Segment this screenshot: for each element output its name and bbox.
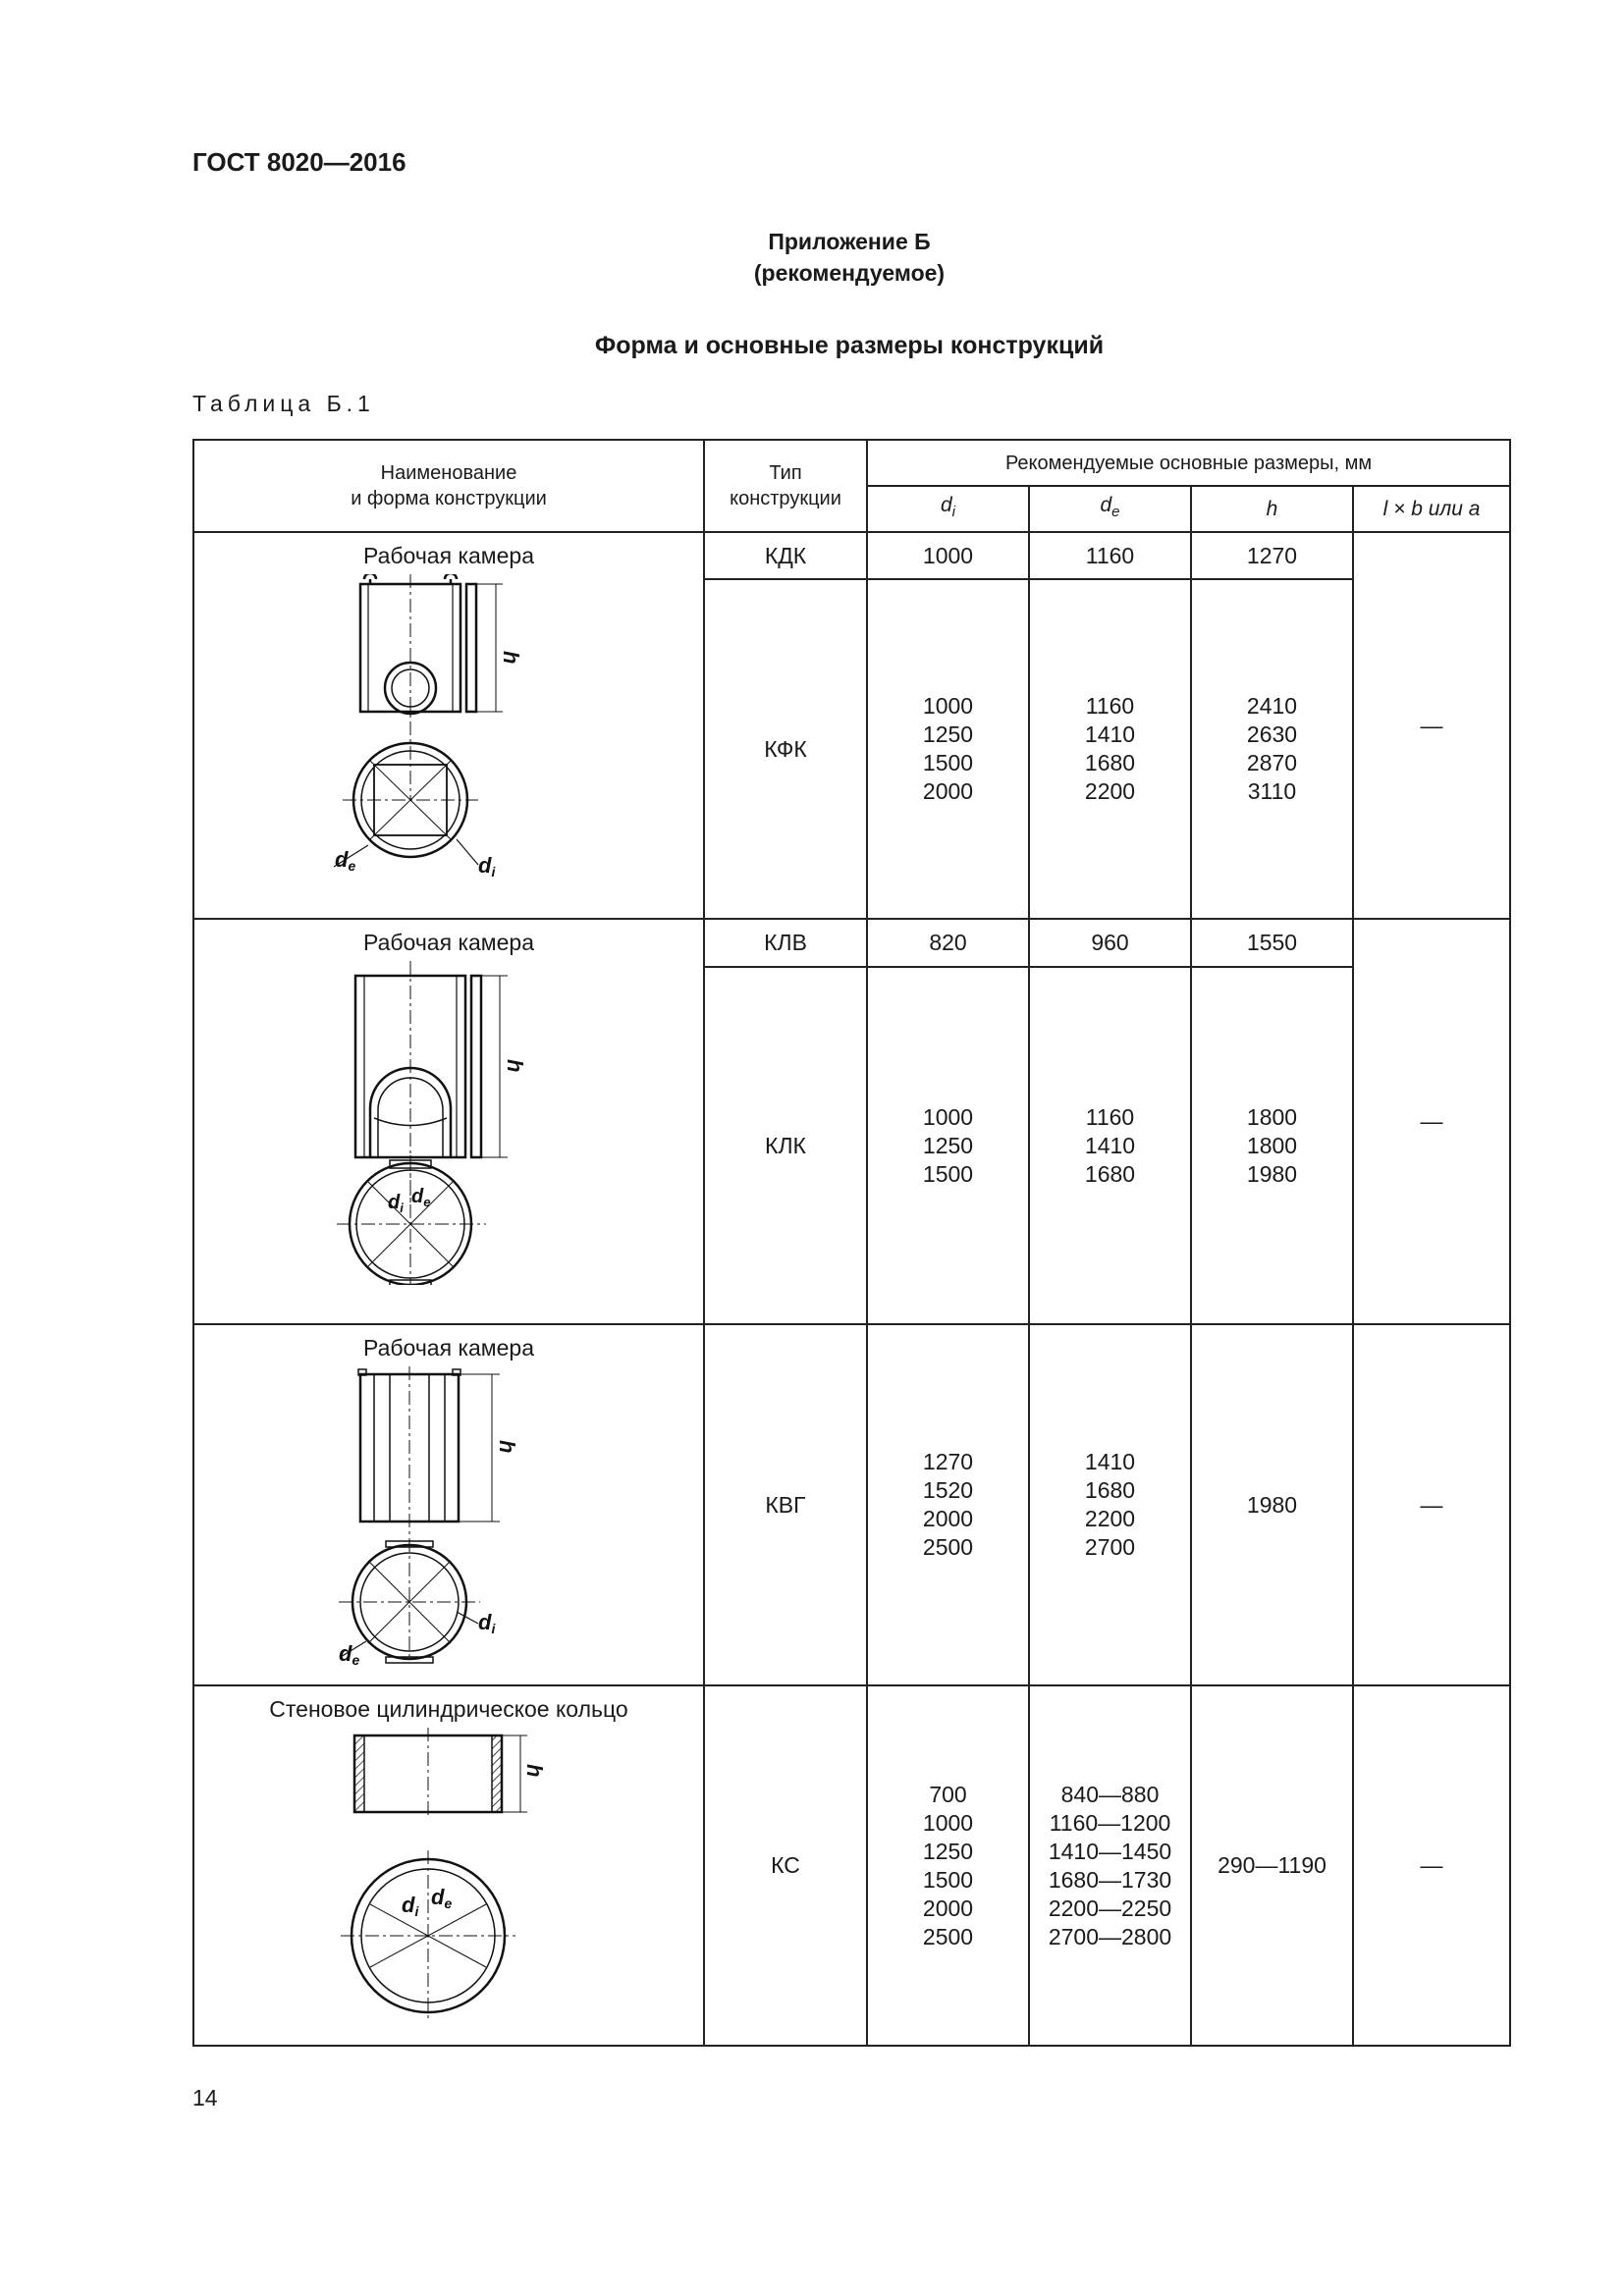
header-h: h [1191, 486, 1353, 532]
dimension-de-label: $d_e$ [411, 1186, 431, 1209]
header-lba: l × b или a [1353, 486, 1510, 532]
lba-value: — [1353, 1685, 1510, 2046]
h-value: 1270 [1191, 532, 1353, 579]
header-de: $d_e$ [1029, 486, 1191, 532]
type-code: КДК [704, 532, 867, 579]
h-values: 2410 2630 2870 3110 [1191, 579, 1353, 919]
table-row [193, 919, 1510, 967]
de-value: 960 [1029, 919, 1191, 967]
di-value: 1000 [867, 532, 1029, 579]
lba-value: — [1353, 1324, 1510, 1685]
table-row [193, 1685, 1510, 2046]
chamber-klv-drawing [331, 961, 567, 1285]
h-value: 290—1190 [1191, 1685, 1353, 2046]
page-number: 14 [192, 2085, 218, 2110]
table-row [193, 1324, 1510, 1685]
type-code: КЛВ [704, 919, 867, 967]
lba-value: — [1353, 532, 1510, 919]
de-values: 1410 1680 2200 2700 [1029, 1324, 1191, 1685]
header-type: Тип конструкции [704, 440, 867, 532]
h-value: 1980 [1191, 1324, 1353, 1685]
document-code: ГОСТ 8020—2016 [192, 147, 406, 177]
dimension-de-label: de [339, 1641, 360, 1668]
dimension-h-label: h [495, 1440, 519, 1454]
dimension-h-label: h [503, 1059, 527, 1073]
dimension-di-label: di [478, 1610, 496, 1636]
dimension-di-label: di [478, 853, 496, 880]
construction-name: Рабочая камера [363, 543, 534, 568]
construction-cell [193, 532, 704, 919]
construction-cell [193, 1324, 704, 1685]
dimension-h-label: h [499, 651, 523, 665]
di-values: 1000 1250 1500 2000 [867, 579, 1029, 919]
di-values: 1270 1520 2000 2500 [867, 1324, 1029, 1685]
chamber-kvg-drawing [331, 1366, 567, 1671]
appendix-subtitle: (рекомендуемое) [753, 260, 946, 286]
chamber-kdk-drawing [331, 574, 567, 883]
dimensions-table [192, 439, 1511, 2047]
construction-cell [193, 919, 704, 1324]
de-values: 1160 1410 1680 [1029, 967, 1191, 1324]
de-values: 840—880 1160—1200 1410—1450 1680—1730 2200—2250 2700—2800 [1029, 1685, 1191, 2046]
type-code: КС [704, 1685, 867, 2046]
dimension-di-label: di [402, 1893, 419, 1919]
construction-cell [193, 1685, 704, 2046]
dimension-de-label: de [431, 1885, 453, 1911]
ring-ks-drawing [321, 1728, 576, 2022]
type-code: КФК [704, 579, 867, 919]
h-value: 1550 [1191, 919, 1353, 967]
di-value: 820 [867, 919, 1029, 967]
h-values: 1800 1800 1980 [1191, 967, 1353, 1324]
section-title: Форма и основные размеры конструкций [594, 332, 1105, 359]
appendix-heading [0, 226, 1624, 289]
table-label: Таблица Б.1 [192, 391, 375, 416]
dimension-di-label: $d_i$ [388, 1192, 404, 1215]
construction-name: Рабочая камера [363, 1335, 534, 1361]
de-values: 1160 1410 1680 2200 [1029, 579, 1191, 919]
construction-name: Стеновое цилиндрическое кольцо [269, 1696, 628, 1722]
dimension-h-label: h [522, 1764, 547, 1778]
di-values: 1000 1250 1500 [867, 967, 1029, 1324]
table-row [193, 532, 1510, 579]
header-di: $d_i$ [867, 486, 1029, 532]
header-dimensions: Рекомендуемые основные размеры, мм [867, 440, 1510, 486]
dimension-de-label: de [335, 847, 356, 874]
construction-name: Рабочая камера [363, 930, 534, 955]
de-value: 1160 [1029, 532, 1191, 579]
appendix-title: Приложение Б [768, 229, 931, 254]
header-name: Наименование и форма конструкции [193, 440, 704, 532]
type-code: КВГ [704, 1324, 867, 1685]
di-values: 700 1000 1250 1500 2000 2500 [867, 1685, 1029, 2046]
type-code: КЛК [704, 967, 867, 1324]
lba-value: — [1353, 919, 1510, 1324]
